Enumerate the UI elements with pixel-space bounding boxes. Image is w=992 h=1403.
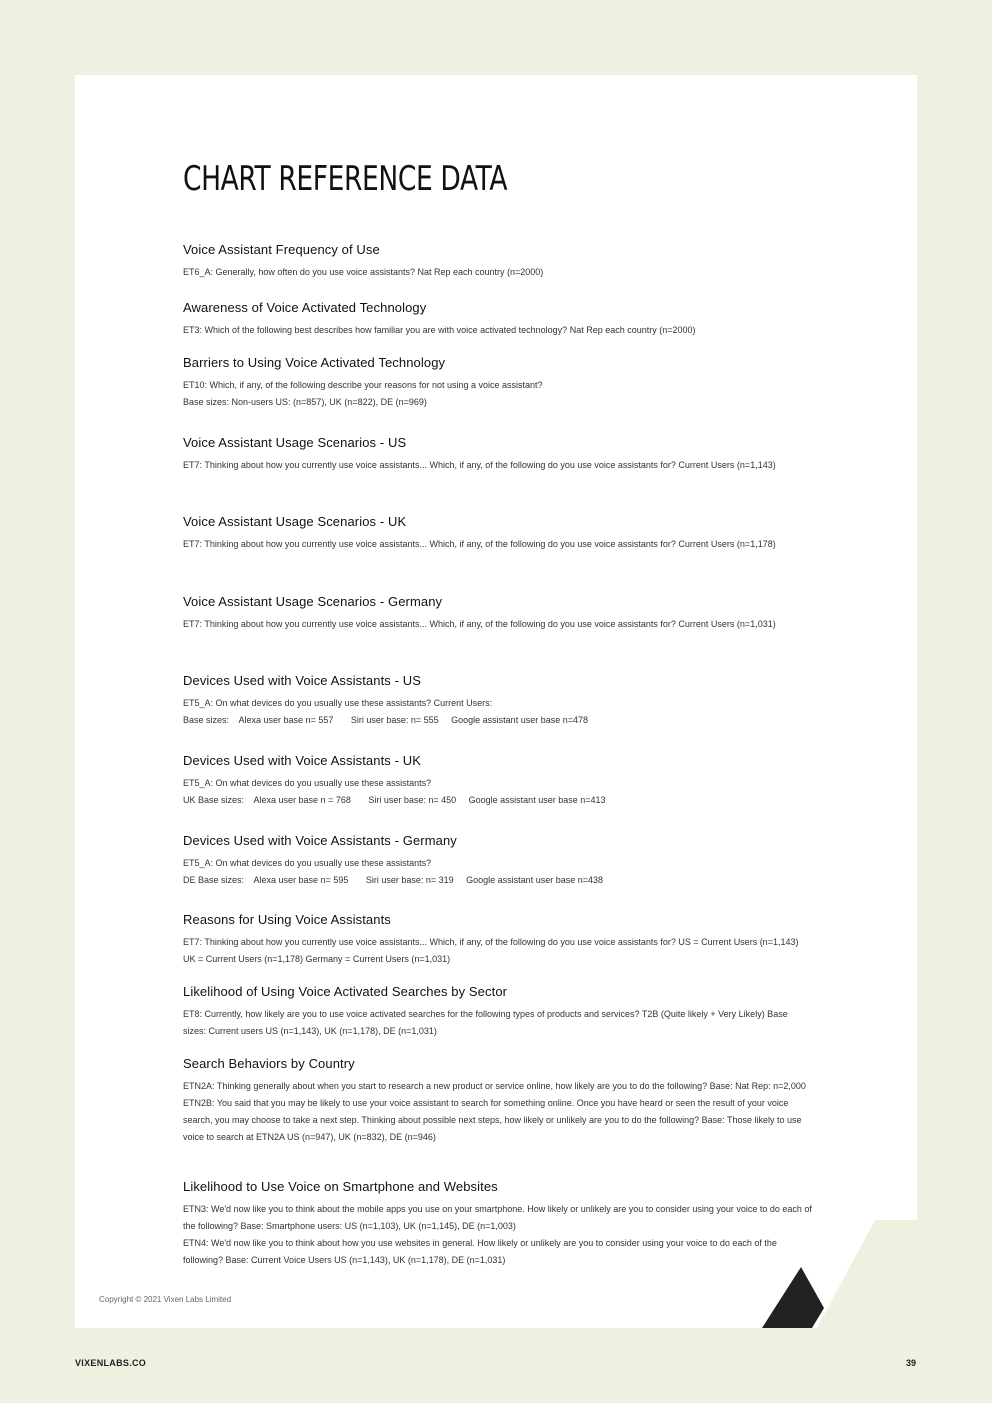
reference-section [183,1179,813,1269]
section-heading: Likelihood of Using Voice Activated Searches by Sector [183,984,508,999]
reference-section [183,435,813,474]
page-title: CHART REFERENCE DATA [183,159,508,199]
section-text: ET7: Thinking about how you currently use voice assistants... Which, if any, of the following do you use voice assistants for? Current Users (n=1,178) [183,539,776,549]
reference-section [183,833,813,889]
section-heading: Awareness of Voice Activated Technology [183,300,427,315]
reference-section [183,242,813,281]
reference-section [183,984,813,1040]
section-text: Base sizes: Non-users US: (n=857), UK (n=822), DE (n=969) [183,397,427,407]
section-heading: Voice Assistant Frequency of Use [183,242,380,257]
section-text: UK Base sizes: Alexa user base n = 768 Siri user base: n= 450 Google assistant user base n=413 [183,795,606,805]
section-text: DE Base sizes: Alexa user base n= 595 Siri user base: n= 319 Google assistant user base n=438 [183,875,603,885]
section-text: ET3: Which of the following best describes how familiar you are with voice activated technology? Nat Rep each country (n=2000) [183,325,696,335]
section-heading: Barriers to Using Voice Activated Technology [183,355,446,370]
section-heading: Search Behaviors by Country [183,1056,355,1071]
section-text: ETN4: We'd now like you to think about how you use websites in general. How likely or unlikely are you to consider using your voice to do each of the following? Base: Current Voice Users US (n=1,143), UK (n=1,178), DE (n=1,031) [183,1238,777,1265]
reference-section [183,673,813,729]
section-heading: Likelihood to Use Voice on Smartphone and Websites [183,1179,498,1194]
reference-section [183,912,813,968]
section-heading: Voice Assistant Usage Scenarios - Germany [183,594,443,609]
reference-section [183,753,813,809]
page-number: 39 [905,1358,916,1368]
section-heading: Devices Used with Voice Assistants - US [183,673,421,688]
section-text: ET5_A: On what devices do you usually use these assistants? [183,778,432,788]
footer-site-link[interactable]: VIXENLABS.CO [75,1358,147,1368]
section-heading: Voice Assistant Usage Scenarios - UK [183,514,407,529]
section-text: ETN2A: Thinking generally about when you start to research a new product or service online, how likely are you to do the following? Base: Nat Rep: n=2,000 [183,1081,806,1091]
section-text: ET7: Thinking about how you currently use voice assistants... Which, if any, of the following do you use voice assistants for? US = Current Users (n=1,143) UK = Current Users (n=1,178) Germany = Current Users (n=1,031) [183,937,799,964]
reference-section [183,300,813,339]
section-text: ETN2B: You said that you may be likely to use your voice assistant to search for something online. Once you have heard or seen the result of your voice search, you may choose to take a next step. Thinking about possible next steps, how likely or unlikely are you to do the following? Base: Those likely to use voice to search at ETN2A US (n=947), UK (n=832), DE (n=946) [183,1098,802,1142]
dark-mountain-shape [762,1267,824,1328]
section-text: ET5_A: On what devices do you usually use these assistants? Current Users: [183,698,493,708]
section-text: Base sizes: Alexa user base n= 557 Siri user base: n= 555 Google assistant user base n=478 [183,715,588,725]
section-text: ET7: Thinking about how you currently use voice assistants... Which, if any, of the following do you use voice assistants for? Current Users (n=1,031) [183,619,776,629]
section-heading: Devices Used with Voice Assistants - UK [183,753,421,768]
light-mountain-shape [817,1220,917,1328]
section-heading: Devices Used with Voice Assistants - Germany [183,833,457,848]
section-text: ET8: Currently, how likely are you to use voice activated searches for the following types of products and services? T2B (Quite likely + Very Likely) Base sizes: Current users US (n=1,143), UK (n=1,178), DE (n=1,031) [183,1009,788,1036]
section-text: ET6_A: Generally, how often do you use voice assistants? Nat Rep each country (n=2000) [183,267,544,277]
mountain-graphic [762,1220,917,1328]
reference-section [183,1056,813,1146]
reference-section [183,355,813,411]
copyright-text: Copyright © 2021 Vixen Labs Limited [99,1295,232,1304]
document-page [75,75,917,1328]
reference-section [183,514,813,553]
section-text: ET10: Which, if any, of the following describe your reasons for not using a voice assistant? [183,380,543,390]
section-text: ETN3: We'd now like you to think about the mobile apps you use on your smartphone. How likely or unlikely are you to consider using your voice to do each of the following? Base: Smartphone users: US (n=1,103), UK (n=1,145), DE (n=1,003) [183,1204,812,1231]
section-heading: Voice Assistant Usage Scenarios - US [183,435,407,450]
section-heading: Reasons for Using Voice Assistants [183,912,391,927]
section-text: ET7: Thinking about how you currently use voice assistants... Which, if any, of the following do you use voice assistants for? Current Users (n=1,143) [183,460,776,470]
reference-section [183,594,813,633]
section-text: ET5_A: On what devices do you usually use these assistants? [183,858,432,868]
